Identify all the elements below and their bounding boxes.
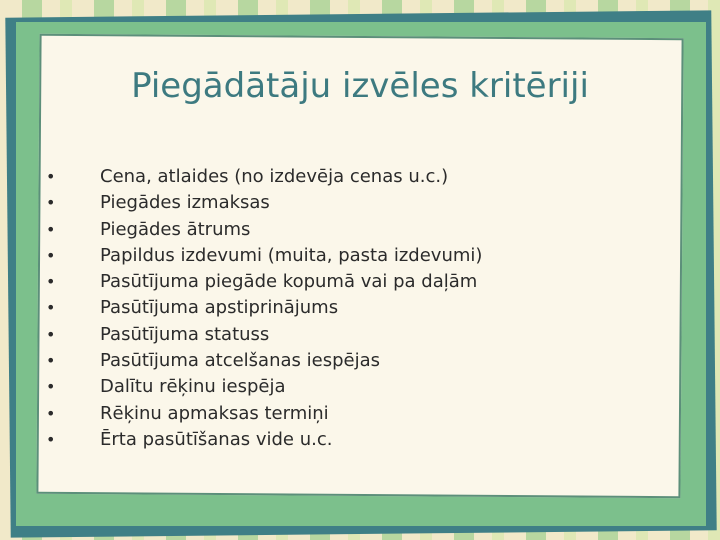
list-item — [40, 243, 482, 269]
bullet-text: Pasūtījuma atcelšanas iespējas — [100, 350, 380, 372]
bullet-text: Cena, atlaides (no izdevēja cenas u.c.) — [100, 166, 449, 187]
list-item — [40, 190, 482, 216]
list-item — [40, 322, 482, 348]
bullet-icon: • — [46, 351, 56, 371]
bullet-icon: • — [46, 193, 56, 213]
bullet-text: Dalītu rēķinu iespēja — [100, 376, 286, 398]
bullet-text: Ērta pasūtīšanas vide u.c. — [100, 428, 333, 450]
bullet-icon: • — [46, 324, 56, 344]
bullet-icon: • — [46, 377, 56, 397]
bullet-text: Pasūtījuma apstiprinājums — [100, 297, 339, 319]
list-item — [40, 295, 482, 321]
bullet-text: Pasūtījuma piegāde kopumā vai pa daļām — [100, 271, 478, 293]
bullet-icon: • — [46, 298, 56, 318]
bullet-icon: • — [46, 272, 56, 292]
list-item — [40, 427, 482, 453]
slide-title: Piegādātāju izvēles kritēriji — [131, 66, 589, 106]
bullet-icon: • — [46, 245, 56, 265]
bullet-text: Pasūtījuma statuss — [100, 323, 270, 345]
list-item — [40, 269, 482, 295]
list-item — [40, 217, 482, 243]
bullet-text: Piegādes ātrums — [100, 218, 251, 240]
bullet-list — [40, 164, 482, 453]
list-item — [40, 401, 482, 427]
bullet-icon: • — [46, 219, 56, 239]
list-item — [40, 348, 482, 374]
bullet-text: Piegādes izmaksas — [100, 192, 270, 214]
bullet-icon: • — [46, 429, 56, 449]
bullet-icon: • — [46, 403, 56, 423]
bullet-text: Rēķinu apmaksas termiņi — [100, 402, 329, 424]
list-item — [40, 164, 482, 190]
bullet-text: Papildus izdevumi (muita, pasta izdevumi) — [100, 244, 483, 266]
list-item — [40, 374, 482, 400]
bullet-icon: • — [46, 167, 56, 186]
